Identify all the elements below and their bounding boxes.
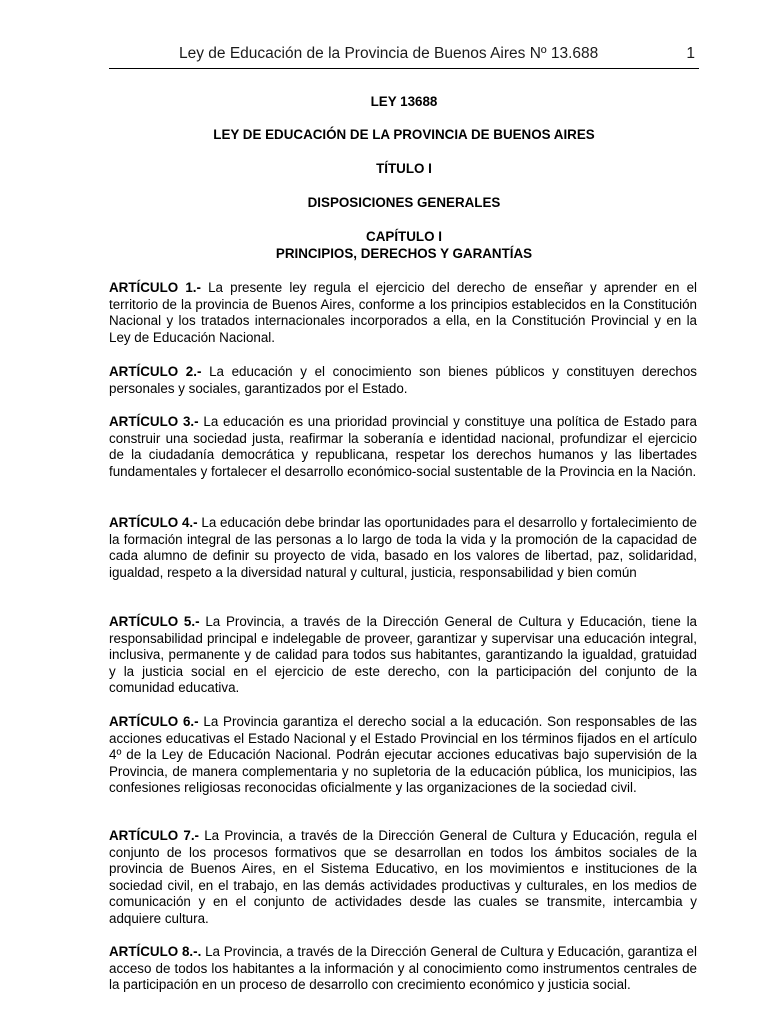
chapter-heading: CAPÍTULO I: [366, 229, 442, 244]
article-7: [109, 828, 697, 928]
article-6: [109, 714, 697, 797]
chapter-name-heading: PRINCIPIOS, DERECHOS Y GARANTÍAS: [275, 246, 533, 261]
title-name-heading: DISPOSICIONES GENERALES: [307, 195, 501, 210]
article-text: La educación es una prioridad provincial y constituye una política de Estado para construir una sociedad justa, reafirmar la soberanía e identidad nacional, profundizar el ejercicio de la ciudadanía democrática y republicana, respetar los derechos humanos y las libertades fundamentales y fortalecer el desarrollo económico-social sustentable de la Provincia en la Nación.: [109, 414, 697, 479]
page-number: 1: [686, 45, 695, 62]
article-text: La Provincia garantiza el derecho social a la educación. Son responsables de las acciones educativas el Estado Nacional y el Estado Provincial en los términos fijados en el artículo 4º de la Ley de Educación Nacional. Podrán ejecutar acciones educativas bajo supervisión de la Provincia, de manera complementaria y no supletoria de la educación pública, los municipios, las confesiones religiosas reconocidas oficialmente y las organizaciones de la sociedad civil.: [109, 714, 697, 796]
article-text: La educación y el conocimiento son bienes públicos y constituyen derechos personales y sociales, garantizados por el Estado.: [109, 364, 697, 396]
header-title: Ley de Educación de la Provincia de Buenos Aires Nº 13.688: [179, 45, 599, 62]
law-name-heading: LEY DE EDUCACIÓN DE LA PROVINCIA DE BUENOS AIRES: [213, 127, 595, 142]
article-8: [109, 944, 697, 994]
article-text: La Provincia, a través de la Dirección General de Cultura y Educación, garantiza el acceso de todos los habitantes a la información y al conocimiento como instrumentos centrales de la participación en un proceso de desarrollo con crecimiento económico y justicia social.: [109, 944, 697, 993]
article-text: La educación debe brindar las oportunidades para el desarrollo y fortalecimiento de la formación integral de las personas a lo largo de toda la vida y la promoción de la capacidad de cada alumno de definir su proyecto de vida, basado en los valores de libertad, paz, solidaridad, igualdad, respeto a la diversidad natural y cultural, justicia, responsabilidad y bien común: [109, 515, 697, 580]
article-1: [109, 280, 697, 346]
article-label: ARTÍCULO 1.-: [109, 280, 201, 295]
article-text: La presente ley regula el ejercicio del derecho de enseñar y aprender en el territorio de la provincia de Buenos Aires, conforme a los principios establecidos en la Constitución Nacional y los tratados internacionales incorporados a ella, en la Constitución Provincial y en la Ley de Educación Nacional.: [109, 280, 697, 345]
article-label: ARTÍCULO 2.-: [109, 364, 202, 379]
law-number-heading: LEY 13688: [370, 94, 438, 109]
article-5: [109, 614, 697, 697]
article-text: La Provincia, a través de la Dirección General de Cultura y Educación, regula el conjunto de los procesos formativos que se desarrollan en todos los ámbitos sociales de la provincia de Buenos Aires, en el Sistema Educativo, en los movimientos e instituciones de la sociedad civil, en el trabajo, en las demás actividades productivas y culturales, en los medios de comunicación y en el conjunto de actividades desde las cuales se transmite, intercambia y adquiere cultura.: [109, 828, 697, 926]
title-heading: TÍTULO I: [376, 161, 432, 176]
article-text: La Provincia, a través de la Dirección General de Cultura y Educación, tiene la responsabilidad principal e indelegable de proveer, garantizar y supervisar una educación integral, inclusiva, permanente y de calidad para todos sus habitantes, garantizando la igualdad, gratuidad y la justicia social en el ejercicio de este derecho, con la participación del conjunto de la comunidad educativa.: [109, 614, 697, 696]
running-header: [109, 44, 699, 69]
article-3: [109, 414, 697, 480]
article-label: ARTÍCULO 8.-.: [109, 944, 202, 959]
article-label: ARTÍCULO 5.-: [109, 614, 200, 629]
article-2: [109, 364, 697, 397]
article-label: ARTÍCULO 3.-: [109, 414, 199, 429]
article-4: [109, 515, 697, 581]
article-label: ARTÍCULO 7.-: [109, 828, 200, 843]
article-label: ARTÍCULO 6.-: [109, 714, 199, 729]
article-label: ARTÍCULO 4.-: [109, 515, 198, 530]
